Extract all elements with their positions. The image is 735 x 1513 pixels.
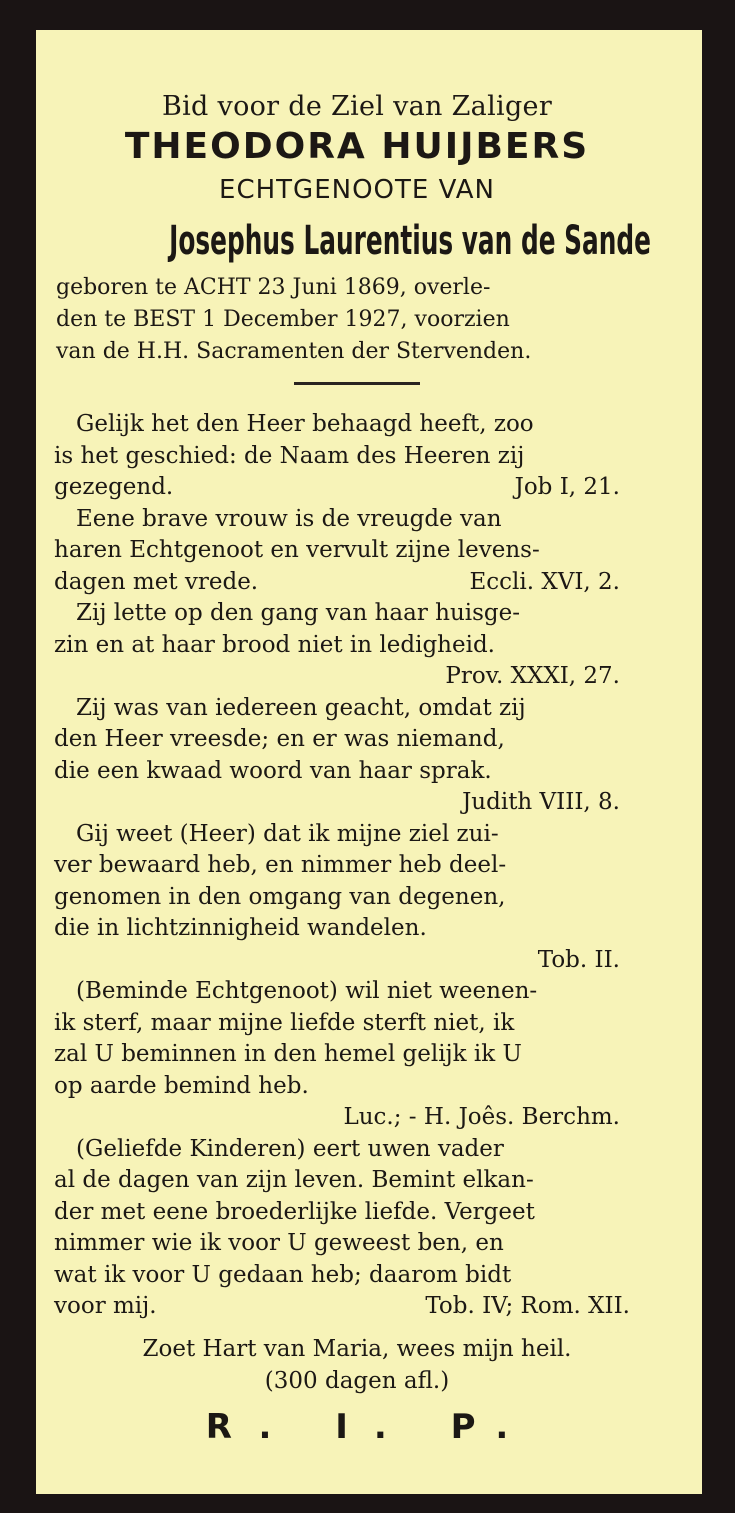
verse-line: op aarde bemind heb. bbox=[54, 1072, 309, 1099]
prayer-intro: Bid voor de Ziel van Zaliger bbox=[161, 91, 553, 122]
birth-line-2: den te BEST 1 December 1927, voorzien bbox=[56, 307, 510, 332]
verse-line: genomen in den omgang van degenen, bbox=[54, 883, 506, 910]
verse-reference: Job I, 21. bbox=[514, 474, 620, 500]
verse-line: haren Echtgenoot en vervult zijne levens- bbox=[54, 537, 540, 563]
verse-reference: Judith VIII, 8. bbox=[462, 789, 620, 815]
verse-line: (Geliefde Kinderen) eert uwen vader bbox=[76, 1135, 504, 1162]
verse-reference: Luc.; - H. Joês. Berchm. bbox=[343, 1104, 620, 1130]
verse-line bbox=[54, 472, 660, 504]
verse-line: is het geschied: de Naam des Heeren zij bbox=[54, 442, 525, 469]
verse-line: (Beminde Echtgenoot) wil niet weenen- bbox=[76, 978, 538, 1004]
verse-reference: Tob. IV; Rom. XII. bbox=[425, 1293, 630, 1319]
verse-line: zal U beminnen in den hemel gelijk ik U bbox=[54, 1041, 522, 1067]
verse-line: ik sterf, maar mijne liefde sterft niet, ik bbox=[54, 1009, 515, 1036]
verse-line: Zij lette op den gang van haar huisge- bbox=[76, 600, 521, 626]
verse-line: Gij weet (Heer) dat ik mijne ziel zui- bbox=[76, 820, 499, 847]
verse-reference: Prov. XXXI, 27. bbox=[445, 663, 620, 689]
birth-line-1: geboren te ACHT 23 Juni 1869, overle- bbox=[56, 275, 491, 300]
card-header bbox=[54, 90, 660, 272]
closing bbox=[54, 1333, 660, 1397]
birth-death-text bbox=[54, 272, 660, 368]
birth-line-3: van de H.H. Sacramenten der Stervenden. bbox=[56, 339, 532, 364]
verse-line: wat ik voor U gedaan heb; daarom bidt bbox=[54, 1261, 512, 1288]
verse-line: die een kwaad woord van haar sprak. bbox=[54, 757, 492, 784]
spouse-name: Josephus Laurentius van de Sande bbox=[169, 218, 651, 264]
verse-line: den Heer vreesde; en er was niemand, bbox=[54, 726, 505, 752]
verse-reference: Eccli. XVI, 2. bbox=[469, 568, 620, 595]
indulgence-note: (300 dagen afl.) bbox=[264, 1367, 450, 1394]
verses bbox=[54, 409, 660, 1323]
memorial-card bbox=[36, 30, 702, 1494]
verse-text: dagen met vrede. bbox=[54, 568, 259, 595]
rip-inscription: R. I. P. bbox=[205, 1406, 535, 1447]
divider bbox=[294, 382, 420, 385]
verse-line: nimmer wie ik voor U geweest ben, en bbox=[54, 1230, 504, 1256]
deceased-name: THEODORA HUIJBERS bbox=[124, 126, 590, 167]
verse-line: Gelijk het den Heer behaagd heeft, zoo bbox=[76, 411, 534, 437]
verse-line bbox=[54, 567, 660, 599]
verse-line: al de dagen van zijn leven. Bemint elkan- bbox=[54, 1167, 534, 1193]
closing-prayer: Zoet Hart van Maria, wees mijn heil. bbox=[142, 1335, 572, 1362]
verse-line bbox=[54, 1291, 660, 1323]
verse-line: der met eene broederlijke liefde. Vergeet bbox=[54, 1198, 535, 1225]
verse-text: voor mij. bbox=[54, 1293, 157, 1319]
verse-line: zin en at haar brood niet in ledigheid. bbox=[54, 631, 495, 658]
spouse-intro: ECHTGENOOTE VAN bbox=[219, 175, 495, 205]
verse-line: ver bewaard heb, en nimmer heb deel- bbox=[54, 852, 507, 878]
verse-line: die in lichtzinnigheid wandelen. bbox=[54, 915, 427, 941]
verse-reference: Tob. II. bbox=[537, 946, 620, 973]
verse-line: Zij was van iedereen geacht, omdat zij bbox=[76, 694, 526, 721]
verse-line: Eene brave vrouw is de vreugde van bbox=[76, 505, 502, 532]
verse-text: gezegend. bbox=[54, 474, 174, 500]
